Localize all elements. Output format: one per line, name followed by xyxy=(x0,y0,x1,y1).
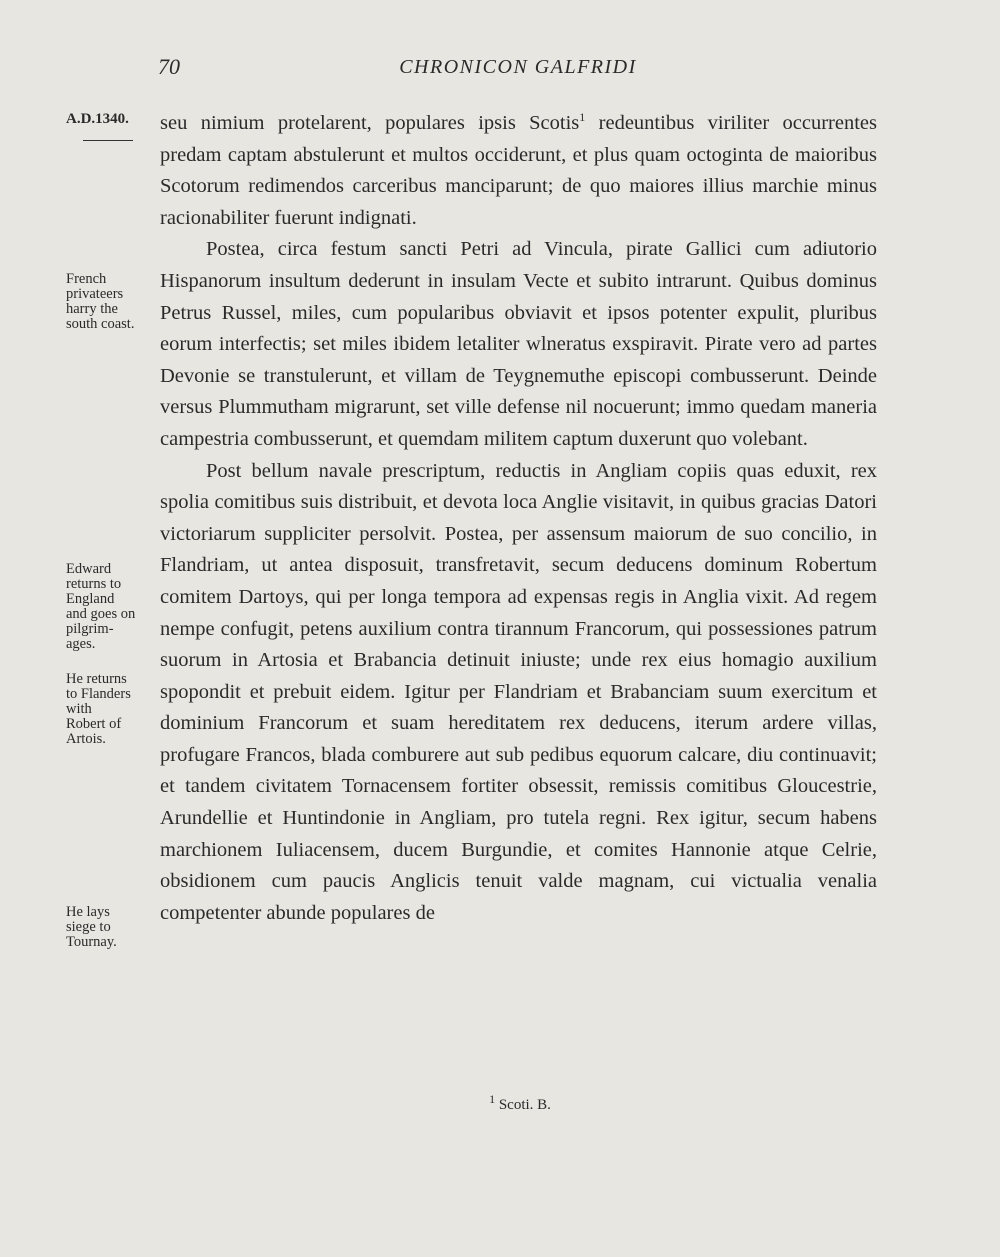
margin-date: A.D.1340. xyxy=(66,111,129,127)
margin-note: Edward returns to England and goes on pilgrim- ages. xyxy=(66,561,136,652)
footnote-reference: 1 xyxy=(579,110,586,125)
footnote xyxy=(0,1092,1000,1114)
paragraph xyxy=(160,108,877,234)
page-header xyxy=(158,54,878,84)
running-title: CHRONICON GALFRIDI xyxy=(399,56,637,78)
paragraph-text: redeuntibus viriliter occurrentes predam captam abstulerunt et multos occiderunt, et plus quam octoginta de maioribus Scotorum redimendos carceribus manciparunt; de quo maiores illius marchie minus racionabiliter fuerunt indignati. xyxy=(160,112,877,229)
paragraph: Post bellum navale prescriptum, reductis in Angliam copiis quas eduxit, rex spolia comitibus suis distribuit, et devota loca Anglie visitavit, in quibus gracias Datori victoriarum suppliciter persolvit. Postea, per assensum maiorum de suo concilio, in Flandriam, ut antea disposuit, transfretavit, secum deducens dominum Robertum comitem Dartoys, qui per longa tempora ad expensas regis in Anglia vixit. Ad regem nempe confugit, petens auxilium contra tirannum Francorum, qui possessiones patrum suorum in Artosia et Brabancia detinuit iniuste; unde rex eius homagio auxilium spopondit et prebuit eidem. Igitur per Flandriam et Brabanciam suum exercitum et dominium Francorum et suam hereditatem rex deducens, iterum ardere villas, profugare Francos, blada comburere aut sub pedibus equorum calcare, diu continuavit; et tandem civitatem Tornacensem fortiter obsessit, remissis comitibus Gloucestrie, Arundellie et Huntindonie in Angliam, pro tutela regni. Rex igitur, secum habens marchionem Iuliacensem, ducem Burgundie, et comites Hannonie atque Celrie, obsidionem cum paucis Anglicis tenuit valde magnam, cui victualia venalia competenter abunde populares de xyxy=(160,459,877,924)
main-text xyxy=(160,108,877,929)
margin-note: He lays siege to Tournay. xyxy=(66,904,117,950)
paragraph-text: seu nimium protelarent, populares ipsis Scotis xyxy=(160,112,580,134)
footnote-marker: 1 xyxy=(489,1092,496,1106)
margin-note: He returns to Flanders with Robert of Artois. xyxy=(66,671,131,747)
margin-divider xyxy=(83,140,133,141)
margin-note: French privateers harry the south coast. xyxy=(66,271,135,332)
footnote-text: Scoti. B. xyxy=(495,1097,551,1113)
page-number: 70 xyxy=(158,54,180,79)
paragraph: Postea, circa festum sancti Petri ad Vincula, pirate Gallici cum adiutorio Hispanorum insultum dederunt in insulam Vecte et subito intrarunt. Quibus dominus Petrus Russel, miles, cum popularibus obviavit et ipsos potenter expulit, pluribus eorum interfectis; set miles ibidem letaliter wlneratus exspiravit. Pirate vero ad partes Devonie se transtulerunt, et villam de Teygnemuthe episcopi combusserunt. Deinde versus Plummutham migrarunt, set ville defense nil nocuerunt; immo quedam maneria campestria combusserunt, et quemdam militem captum duxerunt quo volebant. xyxy=(160,238,877,450)
